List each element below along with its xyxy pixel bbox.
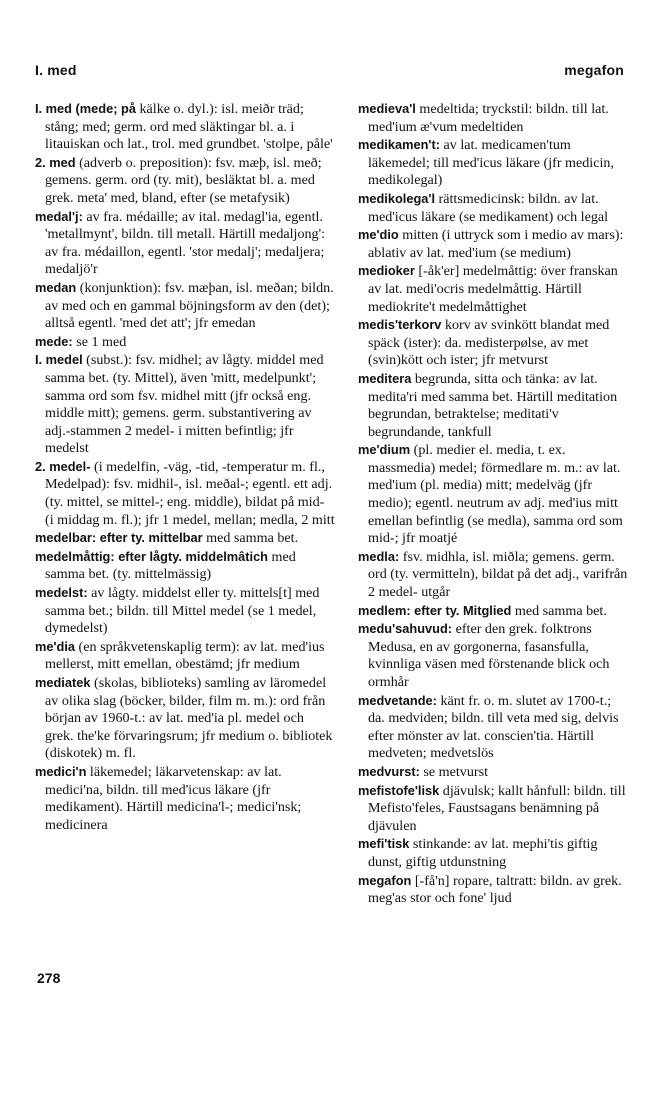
- headword: medu'sahuvud:: [358, 621, 453, 637]
- definition: känt fr. o. m. slutet av 1700-t.; da. medviden; bildn. till veta med sig, delvis efter mönster av lat. conscien'tia. Härtill medveten; medvetslös: [368, 692, 619, 762]
- definition: begrunda, sitta och tänka: av lat. medita'ri med samma bet. Härtill meditation begrundan, betraktelse; meditati'v begrundande, tankfull: [368, 370, 618, 440]
- headword: mede:: [35, 333, 73, 349]
- headword: medla:: [358, 548, 400, 564]
- definition: av fra. médaille; av ital. medagl'ia, egentl. 'metallmynt', bildn. till metall. Härtill medaljong': av fra. médaillon, egentl. 'stor medalj'; medaljera; medaljö'r: [45, 208, 326, 278]
- page-number: 278: [37, 970, 61, 986]
- entry: [35, 584, 335, 638]
- left-column: [35, 100, 335, 834]
- headword: mefi'tisk: [358, 836, 410, 852]
- definition: (skolas, biblioteks) samling av läromedel av olika slag (böcker, bilder, film m. m.): ord från början av 1960-t.: av lat. med'ia pl. medel och grek. the'ke förvaringsrum; jfr medium o. bibliotek (diskotek) m. fl.: [45, 675, 333, 762]
- entry: [35, 154, 335, 208]
- entry: [358, 441, 630, 548]
- headword: mefistofe'lisk: [358, 782, 440, 798]
- headword: me'dia: [35, 638, 76, 654]
- entry: [358, 782, 630, 836]
- headword: medelmåttig: efter lågty. middelmâtich: [35, 548, 268, 564]
- definition: korv av svinkött blandat med späck (ister): da. medisterpølse, av met (svin)kött och ister; jfr metvurst: [368, 317, 610, 369]
- headword: meditera: [358, 370, 412, 386]
- definition: [-åk'er] medelmåttig: över franskan av lat. medi'ocris medelmåttig. Härtill mediokrite't medelmåttighet: [368, 263, 618, 315]
- headword: megafon: [358, 872, 412, 888]
- definition: se 1 med: [72, 333, 127, 350]
- entry: [35, 638, 335, 674]
- headword: medelbar: efter ty. mittelbar: [35, 530, 203, 546]
- definition: av lågty. middelst eller ty. mittels[t] med samma bet.; bildn. till Mittel medel (se 1 medel, dymedelst): [45, 585, 320, 637]
- headword: medan: [35, 279, 77, 295]
- right-column: [358, 100, 630, 908]
- entry: [358, 262, 630, 316]
- entry: [35, 763, 335, 834]
- definition: mitten (i uttryck som i medio av mars): ablativ av lat. med'ium (se medium): [368, 227, 624, 261]
- definition: (konjunktion): fsv. mæþan, isl. meðan; bildn. av med och en gammal böjningsform av den (det); alltså egentl. 'med det att'; jfr emedan: [45, 279, 334, 332]
- entry: [358, 602, 630, 621]
- definition: av lat. medicamen'tum läkemedel; till med'icus läkare (jfr medicin, medikolegal): [368, 137, 614, 189]
- definition: läkemedel; läkarvetenskap: av lat. medici'na, bildn. till med'icus läkare (jfr medikament). Härtill medicina'l-; medici'nsk; medicinera: [45, 763, 302, 833]
- entry: [35, 529, 335, 548]
- entry: [358, 370, 630, 441]
- definition: med samma bet.: [202, 530, 299, 547]
- definition: (subst.): fsv. midhel; av lågty. middel med samma bet. (ty. Mittel), även 'mitt, medelpunkt'; samma ord som fsv. midhel mitt (jfr också eng. middle mitt); gemens. germ. substantivering av adj.-stammen 2 medel- i mitten befintlig; jfr medelst: [45, 352, 324, 457]
- headword: 2. med: [35, 154, 76, 170]
- headword: medikolega'l: [358, 190, 436, 206]
- entry: [35, 548, 335, 584]
- definition: stinkande: av lat. mephi'tis giftig dunst, giftig utdunstning: [368, 836, 598, 870]
- headword: medal'j:: [35, 208, 83, 224]
- headword: medieva'l: [358, 101, 416, 116]
- definition: (i medelfin, -väg, -tid, -temperatur m. fl., Medelpad): fsv. midhil-, isl. meðal-; egentl. ett adj. (ty. mittel, se mittel-; eng. middle), bildat på mid- (i middag m. fl.); jfr 1 medel, mellan; medla, 2 mitt: [45, 458, 335, 528]
- headword: me'dio: [358, 227, 399, 243]
- definition: se metvurst: [419, 763, 488, 780]
- entry: [35, 279, 335, 333]
- headword: medvetande:: [358, 692, 437, 708]
- definition: djävulsk; kallt hånfull: bildn. till Mefisto'feles, Faustsagans benämning på djävulen: [368, 782, 626, 834]
- entry: [358, 692, 630, 763]
- headword: medvurst:: [358, 763, 420, 779]
- entry: [358, 190, 630, 226]
- entry: [358, 548, 630, 602]
- headword: medici'n: [35, 763, 87, 779]
- entry: [358, 226, 630, 262]
- entry: [35, 351, 335, 458]
- definition: kälke o. dyl.): isl. meiðr träd; stång; med; germ. ord med släktingar bl. a. i litauiskan och lat., trol. med grundbet. 'stolpe, påle': [45, 101, 333, 153]
- entry: [35, 458, 335, 529]
- entry: [358, 316, 630, 370]
- entry: [358, 620, 630, 691]
- definition: efter den grek. folktrons Medusa, en av gorgonerna, fasansfulla, kvinnliga väsen med förstenande blick och ormhår: [368, 621, 610, 690]
- headword: me'dium: [358, 442, 411, 458]
- definition: medeltida; tryckstil: bildn. till lat. med'ium æ'vum medeltiden: [368, 101, 609, 135]
- entry: [358, 872, 630, 908]
- entry: [35, 208, 335, 279]
- headword: 2. medel-: [35, 458, 91, 474]
- headword: medlem: efter ty. Mitglied: [358, 602, 512, 618]
- entry: [358, 763, 630, 782]
- definition: (adverb o. preposition): fsv. mæþ, isl. með; gemens. germ. ord (ty. mit), besläktat bl. a. med grek. meta' med, bland, efter (se metafysik): [45, 154, 322, 206]
- headword: medioker: [358, 263, 415, 279]
- headword: I. medel: [35, 352, 83, 368]
- entry: [358, 136, 630, 190]
- definition: rättsmedicinsk: bildn. av lat. med'icus läkare (se medikament) och legal: [368, 190, 609, 225]
- entry: [35, 100, 335, 154]
- entry: [358, 100, 630, 136]
- entry: [358, 835, 630, 871]
- running-header-right: megafon: [564, 62, 624, 78]
- definition: med samma bet.: [511, 602, 607, 619]
- headword: medikamen't:: [358, 137, 440, 153]
- headword: medis'terkorv: [358, 317, 442, 333]
- headword: I. med (mede; på: [35, 101, 136, 116]
- headword: medelst:: [35, 585, 88, 601]
- entry: [35, 674, 335, 763]
- definition: (pl. medier el. media, t. ex. massmedia) medel; förmedlare m. m.: av lat. med'ium (pl. media) mitt; medelväg (jfr medio); egentl. neutrum av adj. med'ius mitt emellan befintlig (se medla), samma ord som mid-; jfr moatjé: [368, 442, 623, 547]
- headword: mediatek: [35, 675, 91, 690]
- definition: med samma bet. (ty. mittelmässig): [45, 548, 296, 583]
- running-header-left: I. med: [35, 62, 77, 78]
- definition: (en språkvetenskaplig term): av lat. med'ius mellerst, mitt emellan, obestämd; jfr medium: [45, 638, 325, 673]
- entry: [35, 333, 335, 352]
- definition: [-få'n] ropare, taltratt: bildn. av grek. meg'as stor och fone' ljud: [368, 872, 622, 907]
- definition: fsv. midhla, isl. miðla; gemens. germ. ord (ty. vermitteln), bildat på det adj., varifrån 2 medel- utgår: [368, 548, 628, 601]
